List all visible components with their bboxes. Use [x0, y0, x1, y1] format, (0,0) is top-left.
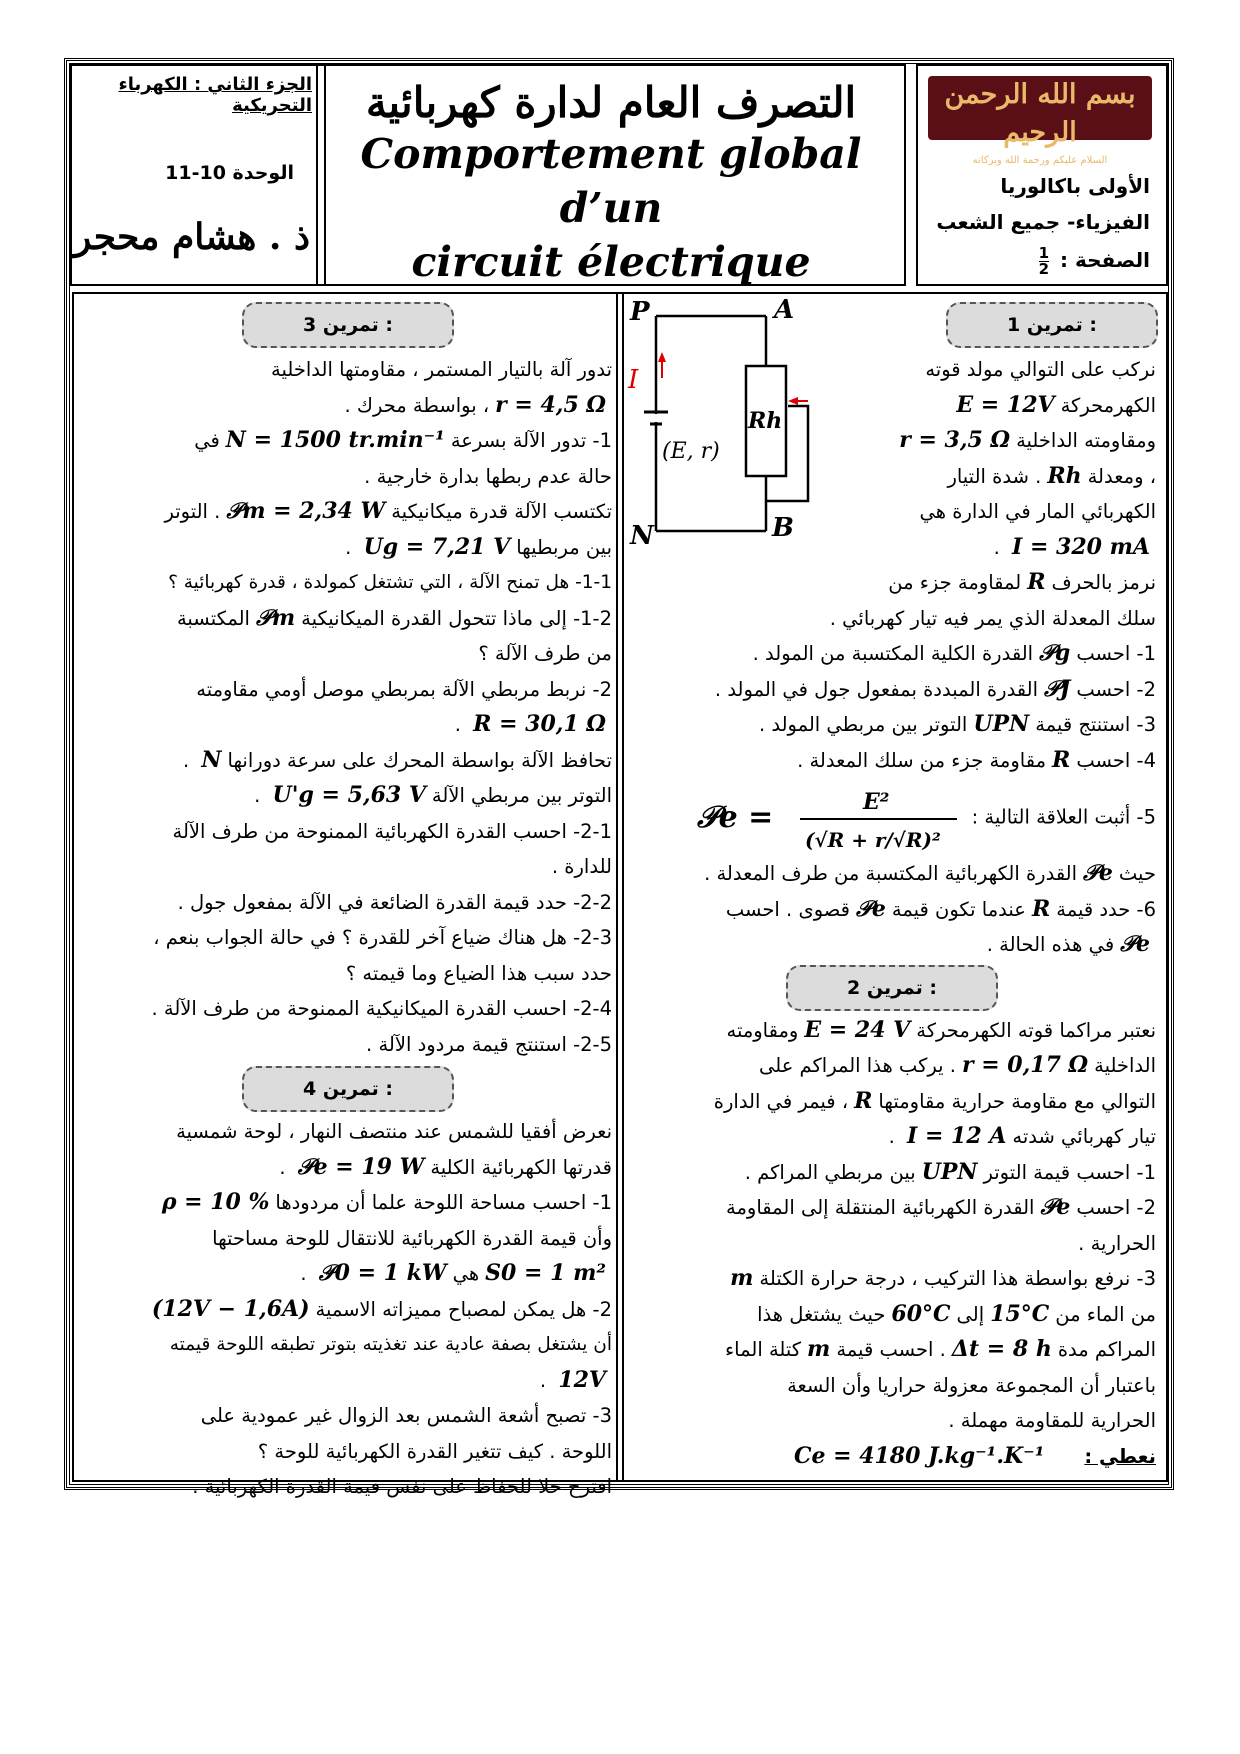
ex3-r: r = 4,5 Ω	[495, 391, 606, 418]
ex1-q3	[628, 707, 1156, 743]
ex2-l1-b: ومقاومته	[726, 1018, 799, 1042]
ex3-q2c: التوتر بين مربطي الآلة	[431, 784, 612, 807]
header-title-box	[316, 64, 906, 286]
ex3-q11: 1-1- هل تمنح الآلة ، التي تشتغل كمولدة ، قدرة كهربائية ؟	[168, 572, 612, 593]
ex4-rho: ρ = 10 %	[161, 1189, 270, 1215]
ex3-q23: 2-3- هل هناك ضياع آخر للقدرة ؟ في حالة الجواب بنعم ،	[153, 926, 612, 949]
ex1-q6-end	[628, 927, 1156, 963]
ex3-q21-end: للدارة .	[551, 855, 612, 878]
ex3-R: R = 30,1 Ω	[473, 711, 606, 737]
ex1-q5-where	[628, 856, 1156, 892]
ex1-q6-a: 6- حدد قيمة	[1056, 897, 1156, 921]
ex3-q12-b: المكتسبة	[176, 606, 250, 630]
formula-lhs: 𝒫e =	[697, 799, 774, 835]
ex4-q3-b: اللوحة . كيف تتغير القدرة الكهربائية للوحة ؟	[257, 1439, 612, 1463]
ex2-q3-d: حيث يشتغل هذا	[757, 1302, 886, 1326]
ex3-line-5	[84, 494, 612, 530]
bismillah-banner	[928, 76, 1152, 166]
ex1-formula	[695, 779, 965, 857]
ex2-q3	[628, 1261, 1156, 1297]
ex2-line-4: تيار كهربائي شدتهI = 12 A .	[888, 1123, 1156, 1149]
ex2-q3-line4: باعتبار أن المجموعة معزولة حراريا وأن السعة	[787, 1373, 1156, 1397]
ex1-R: R	[1027, 569, 1046, 595]
ex1-line-6: I = 320 mA .	[628, 530, 1156, 566]
ex4-l2: قدرتها الكهربائية الكلية	[430, 1155, 612, 1179]
exercise-1-title: تمرين 1 :	[946, 302, 1158, 348]
ex1-r-value: r = 3,5 Ω	[899, 427, 1011, 453]
ex1-q5-c: القدرة الكهربائية المكتسبة من طرف المعدلة .	[704, 862, 1078, 885]
ex2-q2	[628, 1190, 1156, 1226]
ex3-line-1: تدور آلة بالتيار المستمر ، مقاومتها الداخلية	[271, 358, 612, 381]
ex1-q3-b: التوتر بين مربطي المولد .	[758, 713, 968, 736]
ex2-q3-line5: الحرارية للمقاومة مهملة .	[948, 1409, 1156, 1432]
ex3-l3: 1- تدور الآلة بسرعة	[450, 429, 612, 452]
ex3-line-2	[84, 388, 612, 424]
part-label: الجزء الثاني : الكهرباء التحريكية	[118, 74, 312, 116]
ex2-q3-a: 3- نرفع بواسطة هذا التركيب ، درجة حرارة الكتلة	[759, 1267, 1156, 1290]
circuit-diagram	[626, 296, 826, 566]
ex2-I: I = 12 A	[907, 1123, 1007, 1149]
ex4-q2-c: 12V .	[84, 1363, 612, 1399]
ex3-q24: 2-4- احسب القدرة الميكانيكية الممنوحة من طرف الآلة .	[151, 997, 612, 1020]
ex3-l2: ، بواسطة محرك .	[344, 393, 490, 417]
title-french-1: Comportement global d’un	[360, 130, 862, 232]
ex2-l2-a: الداخلية	[1094, 1054, 1156, 1077]
ex2-dt: Δt = 8 h	[951, 1336, 1052, 1362]
page-number	[1035, 246, 1150, 277]
ex4-q2	[84, 1292, 612, 1328]
node-N: N	[630, 521, 654, 551]
ex1-symbol-text-2: لمقاومة جزء من	[888, 571, 1022, 594]
ex1-q5-b: حيث	[1118, 862, 1156, 885]
ex4-q1-c: S0 = 1 m²هي𝒫0 = 1 kW .	[84, 1256, 612, 1292]
ex1-q4-a: 4- احسب	[1076, 748, 1156, 772]
ex1-q5-a: 5- أثبت العلاقة التالية :	[971, 805, 1156, 829]
ex1-q6	[628, 892, 1156, 928]
page-label: الصفحة :	[1060, 248, 1150, 272]
ex3-line-4: حالة عدم ربطها بدارة خارجية .	[364, 464, 612, 488]
ex2-line-1	[628, 1013, 1156, 1049]
ex1-Rh: Rh	[1047, 462, 1082, 489]
ex3-line-3	[84, 423, 612, 459]
ex3-q12-a: 1-2- إلى ماذا تتحول القدرة الميكانيكية	[301, 606, 612, 630]
ex2-q2-a: 2- احسب	[1076, 1196, 1156, 1219]
ex2-l4-a: تيار كهربائي شدته	[1012, 1125, 1156, 1148]
ex2-q1-a: 1- احسب قيمة التوتر	[983, 1160, 1156, 1184]
ex3-q2b: تحافظ الآلة بواسطة المحرك على سرعة دورانها	[227, 748, 612, 772]
ex1-q6-c: قصوى . احسب	[725, 897, 851, 921]
ex4-q2-a: 2- هل يمكن لمصباح مميزاته الاسمية	[315, 1297, 612, 1321]
ex4-q3-c: اقترح حلا للحفاظ على نفس قيمة القدرة الكهربائية .	[192, 1475, 612, 1498]
ex1-PJ: 𝒫J	[1044, 675, 1071, 702]
ex1-q3-a: 3- استنتج قيمة	[1035, 713, 1156, 736]
ex1-E-value: E = 12V	[956, 391, 1055, 418]
ex3-Pm: 𝒫m = 2,34 W	[226, 498, 386, 524]
ex3-q25: 2-5- استنتج قيمة مردود الآلة .	[366, 1032, 612, 1056]
exercise-3-title: تمرين 3 :	[242, 302, 454, 348]
ex2-q3-line2	[628, 1297, 1156, 1333]
ex1-resistance-label: ومقاومته الداخلية	[1016, 429, 1156, 452]
ex1-q2-b: القدرة المبددة بمفعول جول في المولد .	[714, 677, 1039, 701]
ex1-current-label: . شدة التيار	[947, 464, 1042, 488]
ex1-q4-R: R	[1052, 746, 1071, 773]
bismillah-text: بسم الله الرحمن الرحيم	[944, 79, 1136, 148]
ex1-line-1: نركب على التوالي مولد قوته	[925, 358, 1156, 381]
ex2-q3-e: المراكم مدة	[1057, 1338, 1156, 1361]
ex2-q1-b: بين مربطي المراكم .	[744, 1160, 916, 1184]
ex1-line-8: سلك المعدلة الذي يمر فيه تيار كهربائي .	[829, 606, 1156, 630]
ex4-q1-a: 1- احسب مساحة اللوحة علما أن مردودها	[275, 1191, 612, 1214]
ex3-q2: 2- نربط مربطي الآلة بمربطي موصل أومي مقاومته	[196, 677, 612, 701]
right-column	[616, 292, 1168, 1482]
ex3-q23-end: حدد سبب هذا الضياع وما قيمته ؟	[345, 961, 612, 985]
exercise-3-body	[74, 352, 622, 1062]
ex4-P0: 𝒫0 = 1 kW	[318, 1260, 447, 1286]
page-num: 1	[1038, 244, 1050, 262]
ex4-S0: S0 = 1 m²	[485, 1260, 606, 1286]
node-B: B	[772, 513, 794, 543]
ex1-q1-a: 1- احسب	[1076, 642, 1156, 665]
ex2-E: E = 24 V	[804, 1016, 911, 1043]
ex4-q2-b: أن يشتغل بصفة عادية عند تغذيته بتوتر تطبقه اللوحة قيمته	[169, 1334, 612, 1355]
ex2-l2-b: . يركب هذا المراكم على	[758, 1054, 956, 1077]
ex1-line-7	[628, 565, 1156, 601]
ex3-l5b: . التوتر	[164, 500, 221, 523]
teacher-name: ذ . هشام محجر	[73, 216, 310, 258]
ex1-UPN: UPN	[973, 711, 1030, 737]
ex1-q6-b: عندما تكون قيمة	[891, 897, 1026, 921]
subject: الفيزياء- جميع الشعب	[936, 210, 1150, 234]
ex1-q1-b: القدرة الكلية المكتسبة من المولد .	[752, 642, 1034, 665]
ex2-q3-b: من الماء من	[1055, 1302, 1156, 1326]
ex2-R: R	[854, 1087, 873, 1114]
header	[70, 64, 1168, 286]
ex2-q3-f: . احسب قيمة	[836, 1338, 946, 1361]
ex4-q1c: هي	[452, 1262, 480, 1285]
formula-numerator: E²	[863, 788, 890, 815]
ex3-q12	[84, 601, 612, 637]
ex3-N: N = 1500 tr.min⁻¹	[225, 427, 445, 453]
salam-text: السلام عليكم ورحمة الله وبركاته	[972, 155, 1108, 166]
header-right-box	[916, 64, 1168, 286]
ex2-q2-b: القدرة الكهربائية المنتقلة إلى المقاومة	[726, 1196, 1035, 1219]
ex2-l1-a: نعتبر مراكما قوته الكهرمحركة	[916, 1018, 1156, 1042]
ex3-N2: N	[201, 746, 222, 773]
unit-label: الوحدة 10-11	[165, 162, 294, 184]
ex4-12V: 12V	[558, 1366, 606, 1393]
ex3-Ug: Ug = 7,21 V	[363, 533, 511, 560]
ex1-q4-b: مقاومة جزء من سلك المعدلة .	[797, 748, 1047, 772]
ex2-l3-a: التوالي مع مقاومة حرارية مقاومتها	[878, 1089, 1156, 1113]
ex2-line-2	[628, 1048, 1156, 1084]
ex3-q22: 2-2- حدد قيمة القدرة الضائعة في الآلة بمفعول جول .	[177, 890, 612, 914]
ex4-q1-b: وأن قيمة القدرة الكهربائية للانتقال للوحة مساحتها	[212, 1226, 612, 1250]
ex3-Pm2: 𝒫m	[255, 604, 296, 631]
ex2-m-2: m	[807, 1336, 831, 1362]
exercise-2-body	[618, 1013, 1166, 1475]
ex4-spec: (12V − 1,6A)	[151, 1295, 310, 1322]
ex3-q21: 2-1- احسب القدرة الكهربائية الممنوحة من طرف الآلة	[172, 819, 612, 843]
ex4-q1	[84, 1185, 612, 1221]
rheostat-label: Rh	[748, 408, 783, 434]
ex1-q2	[628, 672, 1156, 708]
ex2-UPN: UPN	[921, 1158, 978, 1185]
ex3-q12-end: من طرف الآلة ؟	[478, 642, 612, 665]
ex2-q2-end: الحرارية .	[1078, 1231, 1156, 1255]
ex1-q5	[628, 778, 1156, 856]
ex3-l3b: في	[194, 429, 220, 452]
ex2-T1: 15°C	[990, 1300, 1050, 1327]
exercise-2-title: تمرين 2 :	[786, 965, 998, 1011]
header-left-box	[70, 64, 326, 286]
generator-label: (E, r)	[662, 439, 720, 464]
ex2-m: m	[730, 1265, 754, 1291]
ex3-l6: بين مربطيها	[516, 535, 612, 559]
ex3-q2-b: تحافظ الآلة بواسطة المحرك على سرعة دورانهاN .	[182, 746, 612, 773]
ex4-line-1: نعرض أفقيا للشمس عند منتصف النهار ، لوحة شمسية	[176, 1120, 612, 1143]
formula-denominator: (√R + r/√R)²	[805, 827, 942, 852]
ex3-q2-R: R = 30,1 Ω .	[84, 707, 612, 743]
ex1-rheostat-label: ، ومعدلة	[1087, 464, 1156, 488]
ex1-q1	[628, 636, 1156, 672]
ex2-given	[628, 1439, 1156, 1475]
node-P: P	[630, 297, 650, 327]
ex1-q6-R: R	[1031, 895, 1051, 922]
ex1-q6-d: في هذه الحالة .	[986, 933, 1115, 956]
exercise-4-title: تمرين 4 :	[242, 1066, 454, 1112]
ex2-l3-b: ، فيمر في الدارة	[713, 1089, 849, 1113]
ex2-T2: 60°C	[891, 1300, 951, 1327]
ex2-q3-line3	[628, 1332, 1156, 1368]
ex1-I-value: I = 320 mA	[1012, 533, 1150, 560]
ex1-line-5: الكهربائي المار في الدارة هي	[919, 500, 1156, 523]
ex2-line-3	[628, 1084, 1156, 1120]
current-arrow	[658, 352, 666, 362]
title-french-2: circuit électrique	[411, 238, 811, 286]
ex1-symbol-text: نرمز بالحرف	[1051, 571, 1156, 594]
ex2-q3-g: كتلة الماء	[725, 1338, 802, 1361]
node-A: A	[774, 296, 795, 325]
ex3-l5: تكتسب الآلة قدرة ميكانيكية	[391, 500, 612, 523]
level: الأولى باكالوريا	[1000, 174, 1150, 198]
ex1-q6-Pe: 𝒫e	[856, 895, 886, 922]
ex4-line-2: قدرتها الكهربائية الكلية𝒫e = 19 W .	[279, 1153, 612, 1180]
page-fraction	[1039, 246, 1049, 277]
left-column	[72, 292, 624, 1498]
rheostat-slider-arrow	[788, 397, 798, 405]
ex1-Pe: 𝒫e	[1083, 860, 1113, 886]
ex1-q4	[628, 743, 1156, 779]
ex2-given-label: نعطي :	[1084, 1444, 1156, 1468]
current-label: I	[628, 365, 639, 395]
ex3-q2-c: التوتر بين مربطي الآلةU'g = 5,63 V .	[254, 782, 612, 808]
title-arabic: التصرف العام لدارة كهربائية	[365, 78, 857, 127]
ex2-Ce: Ce = 4180 J.kg⁻¹.K⁻¹	[793, 1442, 1045, 1469]
ex2-r: r = 0,17 Ω	[961, 1052, 1089, 1078]
ex3-Ug2: U'g = 5,63 V	[272, 782, 426, 808]
ex2-q1	[628, 1155, 1156, 1191]
ex1-q2-a: 2- احسب	[1076, 677, 1156, 701]
ex4-q3: 3- تصبح أشعة الشمس بعد الزوال غير عمودية على	[200, 1404, 612, 1427]
ex2-Pe: 𝒫e	[1040, 1194, 1071, 1220]
ex3-line-6: بين مربطيهاUg = 7,21 V .	[345, 533, 612, 560]
ex1-q6-Pe2: 𝒫e	[1120, 931, 1150, 957]
ex4-Pe: 𝒫e = 19 W	[297, 1153, 425, 1180]
ex1-Pg: 𝒫g	[1039, 640, 1071, 666]
page-den: 2	[1038, 260, 1050, 278]
exercise-4-body	[74, 1114, 622, 1505]
ex2-q3-c: إلى	[956, 1302, 985, 1326]
ex1-emf-label: الكهرمحركة	[1060, 393, 1156, 417]
